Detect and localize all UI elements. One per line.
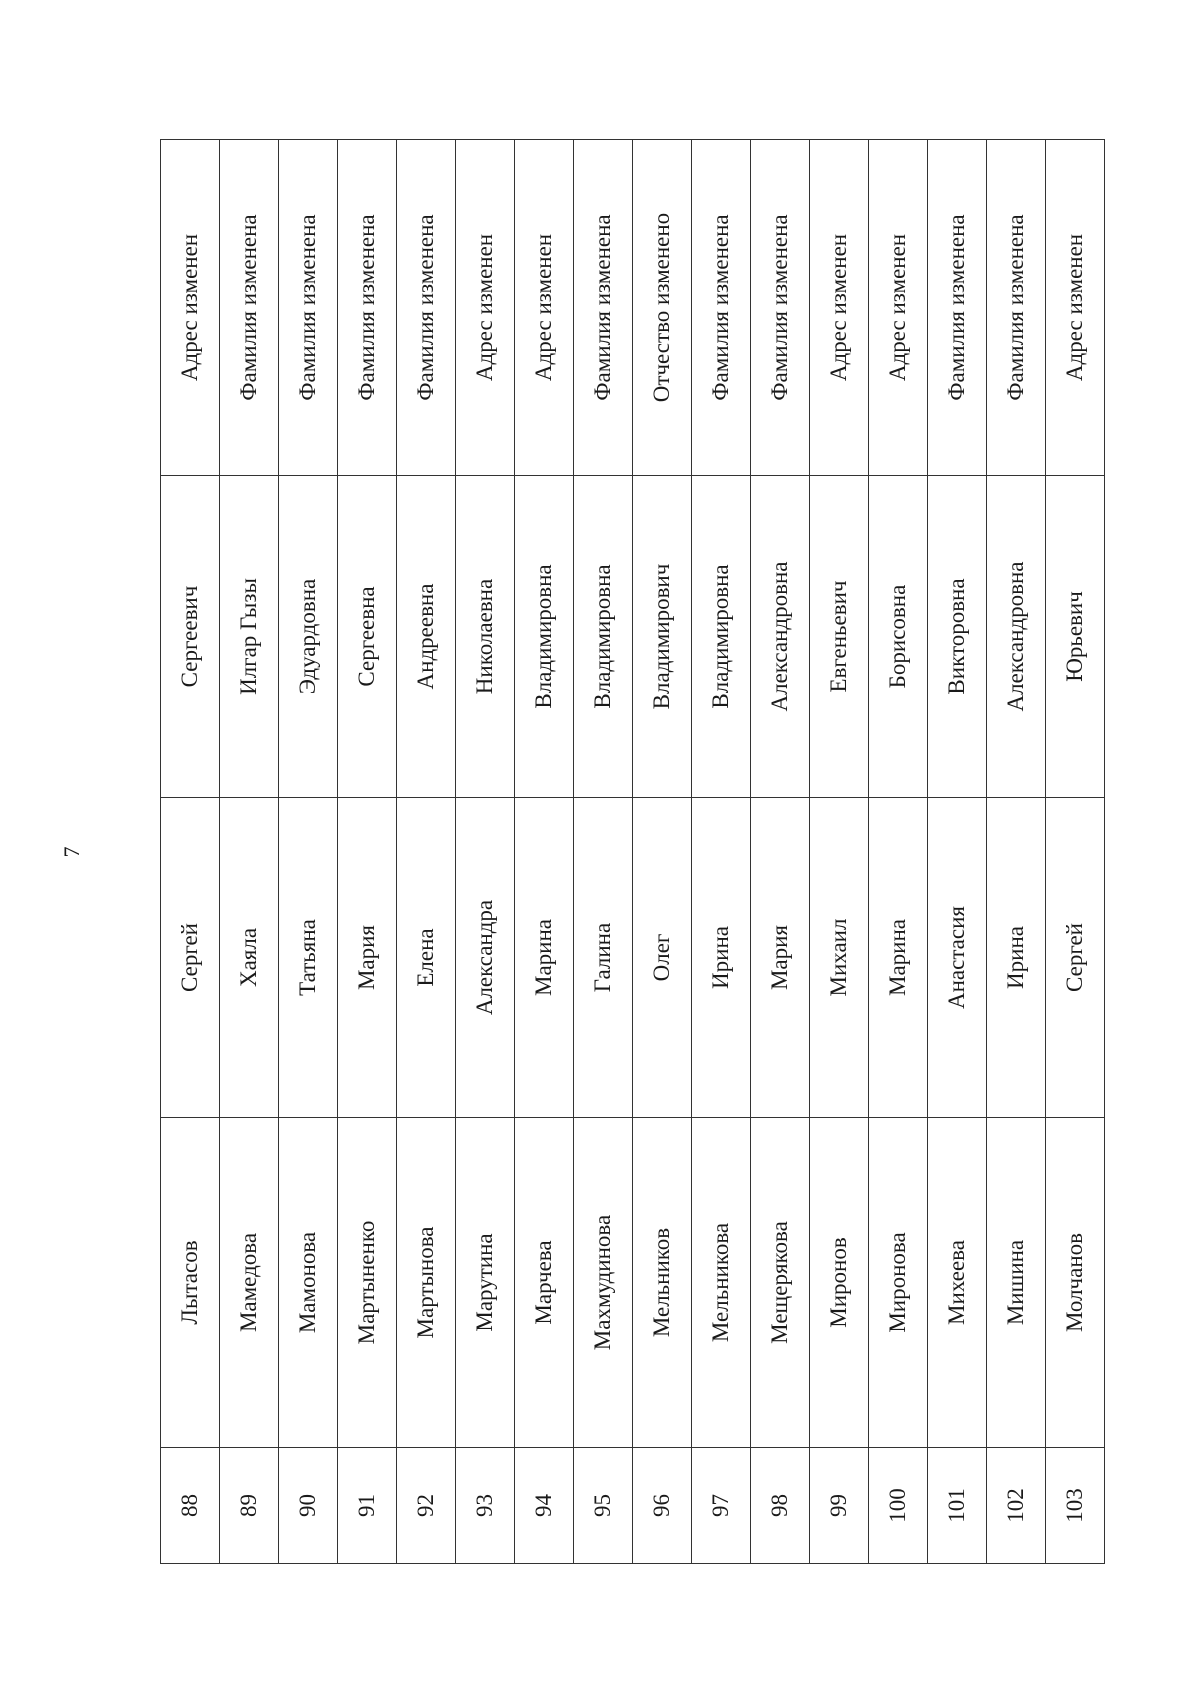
first-name-cell: Татьяна	[279, 798, 338, 1118]
change-note-cell: Адрес изменен	[161, 140, 220, 476]
first-name-cell: Михаил	[810, 798, 869, 1118]
table-row	[279, 140, 338, 1564]
table-row	[161, 140, 220, 1564]
table-row	[338, 140, 397, 1564]
patronymic-cell: Юрьевич	[1046, 476, 1105, 798]
last-name-cell: Мамедова	[220, 1118, 279, 1448]
row-number-cell: 91	[338, 1448, 397, 1564]
table-row	[987, 140, 1046, 1564]
patronymic-cell: Владимировна	[515, 476, 574, 798]
patronymic-cell: Илгар Гызы	[220, 476, 279, 798]
patronymic-cell: Владимировна	[574, 476, 633, 798]
first-name-cell: Галина	[574, 798, 633, 1118]
patronymic-cell: Александровна	[751, 476, 810, 798]
change-note-cell: Адрес изменен	[515, 140, 574, 476]
patronymic-cell: Андреевна	[397, 476, 456, 798]
table-row	[869, 140, 928, 1564]
change-note-cell: Фамилия изменена	[928, 140, 987, 476]
last-name-cell: Мамонова	[279, 1118, 338, 1448]
table-row	[751, 140, 810, 1564]
change-note-cell: Фамилия изменена	[220, 140, 279, 476]
change-note-cell: Фамилия изменена	[279, 140, 338, 476]
patronymic-cell: Борисовна	[869, 476, 928, 798]
last-name-cell: Михеева	[928, 1118, 987, 1448]
table-row	[692, 140, 751, 1564]
table-row	[574, 140, 633, 1564]
change-note-cell: Фамилия изменена	[692, 140, 751, 476]
patronymic-cell: Сергеевна	[338, 476, 397, 798]
roster-table-body	[161, 140, 1105, 1564]
row-number-cell: 90	[279, 1448, 338, 1564]
row-number-cell: 94	[515, 1448, 574, 1564]
row-number-cell: 100	[869, 1448, 928, 1564]
first-name-cell: Анастасия	[928, 798, 987, 1118]
change-note-cell: Фамилия изменена	[338, 140, 397, 476]
patronymic-cell: Евгеньевич	[810, 476, 869, 798]
patronymic-cell: Викторовна	[928, 476, 987, 798]
last-name-cell: Мельникова	[692, 1118, 751, 1448]
last-name-cell: Мишина	[987, 1118, 1046, 1448]
patronymic-cell: Александровна	[987, 476, 1046, 798]
row-number-cell: 89	[220, 1448, 279, 1564]
row-number-cell: 88	[161, 1448, 220, 1564]
roster-table-frame	[160, 140, 1088, 1564]
page-number: 7	[59, 846, 84, 858]
patronymic-cell: Эдуардовна	[279, 476, 338, 798]
row-number-cell: 99	[810, 1448, 869, 1564]
table-row	[397, 140, 456, 1564]
first-name-cell: Ирина	[987, 798, 1046, 1118]
change-note-cell: Фамилия изменена	[574, 140, 633, 476]
patronymic-cell: Владимировна	[692, 476, 751, 798]
last-name-cell: Мельников	[633, 1118, 692, 1448]
row-number-cell: 101	[928, 1448, 987, 1564]
roster-table	[160, 139, 1105, 1564]
patronymic-cell: Николаевна	[456, 476, 515, 798]
row-number-cell: 102	[987, 1448, 1046, 1564]
last-name-cell: Миронов	[810, 1118, 869, 1448]
change-note-cell: Отчество изменено	[633, 140, 692, 476]
last-name-cell: Марчева	[515, 1118, 574, 1448]
table-row	[1046, 140, 1105, 1564]
last-name-cell: Мартыненко	[338, 1118, 397, 1448]
first-name-cell: Марина	[869, 798, 928, 1118]
table-row	[456, 140, 515, 1564]
patronymic-cell: Владимирович	[633, 476, 692, 798]
first-name-cell: Ирина	[692, 798, 751, 1118]
change-note-cell: Фамилия изменена	[751, 140, 810, 476]
row-number-cell: 96	[633, 1448, 692, 1564]
patronymic-cell: Сергеевич	[161, 476, 220, 798]
first-name-cell: Сергей	[161, 798, 220, 1118]
table-row	[928, 140, 987, 1564]
table-row	[220, 140, 279, 1564]
first-name-cell: Хаяла	[220, 798, 279, 1118]
first-name-cell: Мария	[751, 798, 810, 1118]
first-name-cell: Марина	[515, 798, 574, 1118]
change-note-cell: Фамилия изменена	[397, 140, 456, 476]
last-name-cell: Махмудинова	[574, 1118, 633, 1448]
last-name-cell: Мещерякова	[751, 1118, 810, 1448]
row-number-cell: 93	[456, 1448, 515, 1564]
row-number-cell: 98	[751, 1448, 810, 1564]
first-name-cell: Мария	[338, 798, 397, 1118]
row-number-cell: 95	[574, 1448, 633, 1564]
last-name-cell: Мартынова	[397, 1118, 456, 1448]
change-note-cell: Адрес изменен	[810, 140, 869, 476]
change-note-cell: Адрес изменен	[1046, 140, 1105, 476]
row-number-cell: 92	[397, 1448, 456, 1564]
table-row	[633, 140, 692, 1564]
change-note-cell: Адрес изменен	[869, 140, 928, 476]
last-name-cell: Молчанов	[1046, 1118, 1105, 1448]
change-note-cell: Фамилия изменена	[987, 140, 1046, 476]
first-name-cell: Александра	[456, 798, 515, 1118]
first-name-cell: Сергей	[1046, 798, 1105, 1118]
last-name-cell: Миронова	[869, 1118, 928, 1448]
change-note-cell: Адрес изменен	[456, 140, 515, 476]
first-name-cell: Елена	[397, 798, 456, 1118]
first-name-cell: Олег	[633, 798, 692, 1118]
last-name-cell: Лытасов	[161, 1118, 220, 1448]
row-number-cell: 103	[1046, 1448, 1105, 1564]
table-row	[515, 140, 574, 1564]
last-name-cell: Марутина	[456, 1118, 515, 1448]
row-number-cell: 97	[692, 1448, 751, 1564]
table-row	[810, 140, 869, 1564]
